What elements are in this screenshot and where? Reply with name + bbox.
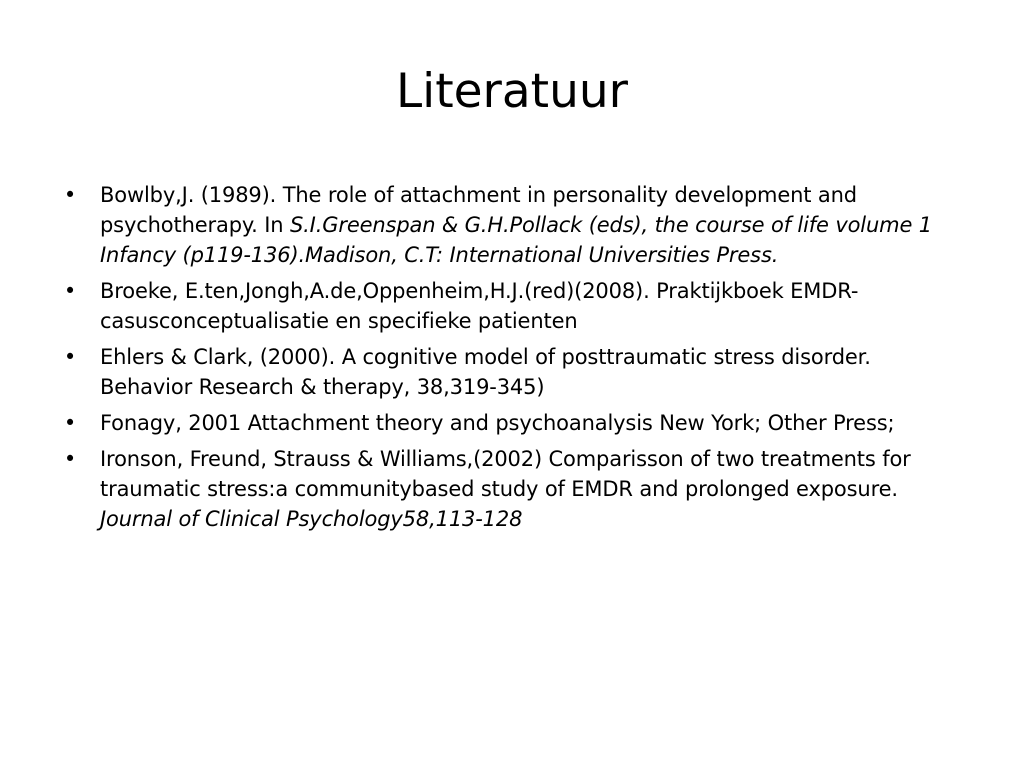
reference-item	[60, 408, 960, 438]
reference-source: Journal of Clinical Psychology58,113-128	[100, 507, 523, 531]
reference-text: Broeke, E.ten,Jongh,A.de,Oppenheim,H.J.(red)(2008). Praktijkboek EMDR-casusconceptualisatie en specifieke patienten	[100, 279, 859, 333]
slide-title: Literatuur	[395, 64, 629, 119]
reference-item	[60, 342, 960, 402]
reference-item	[60, 444, 960, 534]
reference-item	[60, 276, 960, 336]
reference-text: Fonagy, 2001 Attachment theory and psychoanalysis New York; Other Press;	[100, 411, 895, 435]
bullet-icon: •	[63, 279, 77, 303]
bullet-icon: •	[63, 411, 77, 435]
reference-item	[60, 180, 960, 270]
reference-source: S.I.Greenspan & G.H.Pollack (eds), the course of life volume 1 Infancy (p119-136).Madison, C.T: International Universities Press.	[100, 213, 932, 267]
bullet-icon: •	[63, 345, 77, 369]
reference-text: Ironson, Freund, Strauss & Williams,(2002) Comparisson of two treatments for traumatic stress:a communitybased study of EMDR and prolonged exposure.	[100, 447, 911, 501]
reference-text: Bowlby,J. (1989). The role of attachment in personality development and psychotherapy. In	[100, 183, 857, 237]
reference-text: Ehlers & Clark, (2000). A cognitive model of posttraumatic stress disorder. Behavior Research & therapy, 38,319-345)	[100, 345, 871, 399]
bullet-icon: •	[63, 447, 77, 471]
reference-list	[60, 180, 960, 540]
bullet-icon: •	[63, 183, 77, 207]
